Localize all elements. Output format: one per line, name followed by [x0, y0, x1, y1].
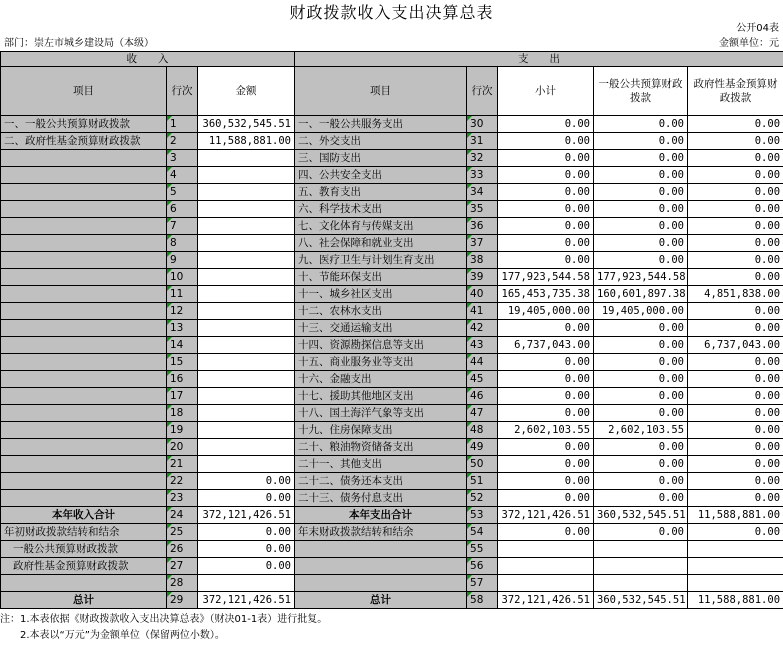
table-row: [1, 575, 783, 592]
table-row: [1, 524, 783, 541]
expense-subtotal: 0.00: [498, 116, 594, 133]
income-amount: 0.00: [198, 541, 295, 558]
income-line: 19: [167, 422, 198, 439]
expense-subtotal: 19,405,000.00: [498, 303, 594, 320]
expense-item: 二十三、债务付息支出: [295, 490, 467, 507]
expense-item: 十八、国土海洋气象等支出: [295, 405, 467, 422]
expense-gov-fund: 0.00: [688, 371, 783, 388]
expense-gov-fund: 0.00: [688, 184, 783, 201]
header-income-amount: 金额: [198, 67, 295, 116]
income-item: [1, 439, 167, 456]
expense-item: 十一、城乡社区支出: [295, 286, 467, 303]
income-amount: [198, 201, 295, 218]
income-amount: 0.00: [198, 490, 295, 507]
income-amount: [198, 388, 295, 405]
table-row: [1, 303, 783, 320]
expense-subtotal: [498, 541, 594, 558]
header-expense-item: 项目: [295, 67, 467, 116]
expense-line: 51: [467, 473, 498, 490]
expense-line: 50: [467, 456, 498, 473]
expense-subtotal: 0.00: [498, 490, 594, 507]
expense-gov-fund: [688, 575, 783, 592]
income-line: 24: [167, 507, 198, 524]
expense-subtotal: 0.00: [498, 201, 594, 218]
income-amount: [198, 303, 295, 320]
income-line: 26: [167, 541, 198, 558]
expense-subtotal: 372,121,426.51: [498, 507, 594, 524]
header-general-budget: 一般公共预算财政拨款: [594, 67, 688, 116]
income-item: [1, 388, 167, 405]
expense-subtotal: 0.00: [498, 235, 594, 252]
expense-general-budget: 360,532,545.51: [594, 592, 688, 609]
income-line: 3: [167, 150, 198, 167]
income-amount: [198, 422, 295, 439]
expense-subtotal: 0.00: [498, 354, 594, 371]
income-line: 10: [167, 269, 198, 286]
income-line: 20: [167, 439, 198, 456]
income-line: 12: [167, 303, 198, 320]
income-line: 2: [167, 133, 198, 150]
expense-general-budget: [594, 575, 688, 592]
income-line: 17: [167, 388, 198, 405]
income-amount: [198, 456, 295, 473]
income-line: 21: [167, 456, 198, 473]
income-item: [1, 167, 167, 184]
table-row: [1, 286, 783, 303]
expense-line: 37: [467, 235, 498, 252]
income-line: 8: [167, 235, 198, 252]
table-row: [1, 541, 783, 558]
expense-general-budget: 177,923,544.58: [594, 269, 688, 286]
expense-general-budget: 160,601,897.38: [594, 286, 688, 303]
income-item: [1, 303, 167, 320]
income-item: 总计: [1, 592, 167, 609]
footnote-1: 注：1.本表依据《财政拨款收入支出决算总表》（财决01-1表）进行批复。: [0, 614, 328, 625]
income-item: [1, 575, 167, 592]
income-line: 9: [167, 252, 198, 269]
income-amount: [198, 575, 295, 592]
table-row: [1, 184, 783, 201]
expense-gov-fund: 0.00: [688, 490, 783, 507]
expense-item: [295, 558, 467, 575]
income-item: 本年收入合计: [1, 507, 167, 524]
header-income-line: 行次: [167, 67, 198, 116]
expense-gov-fund: 0.00: [688, 439, 783, 456]
income-amount: [198, 286, 295, 303]
expense-line: 38: [467, 252, 498, 269]
table-row: [1, 320, 783, 337]
expense-subtotal: 0.00: [498, 524, 594, 541]
expense-general-budget: 360,532,545.51: [594, 507, 688, 524]
expense-subtotal: 0.00: [498, 439, 594, 456]
expense-line: 34: [467, 184, 498, 201]
table-row: [1, 456, 783, 473]
income-amount: 11,588,881.00: [198, 133, 295, 150]
income-amount: 0.00: [198, 524, 295, 541]
expense-line: 42: [467, 320, 498, 337]
header-expense-line: 行次: [467, 67, 498, 116]
expense-line: 47: [467, 405, 498, 422]
expense-line: 44: [467, 354, 498, 371]
expense-gov-fund: [688, 558, 783, 575]
income-section-header: 收 入: [1, 52, 295, 67]
report-title: 财政拨款收入支出决算总表: [289, 3, 494, 22]
expense-subtotal: 2,602,103.55: [498, 422, 594, 439]
table-row: [1, 133, 783, 150]
expense-item: 二十、粮油物资储备支出: [295, 439, 467, 456]
table-row: [1, 371, 783, 388]
footnotes: [0, 612, 783, 644]
income-line: 15: [167, 354, 198, 371]
income-line: 14: [167, 337, 198, 354]
expense-subtotal: 0.00: [498, 150, 594, 167]
income-item: 政府性基金预算财政拨款: [1, 558, 167, 575]
income-item: [1, 422, 167, 439]
expense-general-budget: 0.00: [594, 337, 688, 354]
expense-line: 48: [467, 422, 498, 439]
income-item: [1, 337, 167, 354]
income-item: [1, 184, 167, 201]
income-amount: 0.00: [198, 558, 295, 575]
expense-subtotal: 0.00: [498, 405, 594, 422]
expense-general-budget: 0.00: [594, 218, 688, 235]
expense-line: 31: [467, 133, 498, 150]
expense-line: 57: [467, 575, 498, 592]
table-row: [1, 422, 783, 439]
income-item: 二、政府性基金预算财政拨款: [1, 133, 167, 150]
expense-line: 43: [467, 337, 498, 354]
table-row: [1, 269, 783, 286]
income-line: 1: [167, 116, 198, 133]
expense-gov-fund: 0.00: [688, 252, 783, 269]
income-line: 22: [167, 473, 198, 490]
table-row: [1, 405, 783, 422]
income-item: [1, 269, 167, 286]
expense-gov-fund: 0.00: [688, 473, 783, 490]
expense-line: 53: [467, 507, 498, 524]
expense-line: 56: [467, 558, 498, 575]
income-item: [1, 456, 167, 473]
table-row: [1, 201, 783, 218]
expense-subtotal: 0.00: [498, 456, 594, 473]
expense-line: 41: [467, 303, 498, 320]
footnote-2: 2.本表以“万元”为金额单位（保留两位小数）。: [0, 630, 225, 641]
income-item: [1, 218, 167, 235]
expense-item: 九、医疗卫生与计划生育支出: [295, 252, 467, 269]
expense-section-header: 支 出: [295, 52, 783, 67]
expense-subtotal: 177,923,544.58: [498, 269, 594, 286]
income-line: 18: [167, 405, 198, 422]
expense-item: 五、教育支出: [295, 184, 467, 201]
header-gov-fund: 政府性基金预算财政拨款: [688, 67, 783, 116]
expense-item: 二十一、其他支出: [295, 456, 467, 473]
income-line: 16: [167, 371, 198, 388]
table-row: [1, 388, 783, 405]
expense-line: 32: [467, 150, 498, 167]
income-amount: [198, 235, 295, 252]
expense-item: [295, 575, 467, 592]
expense-gov-fund: 6,737,043.00: [688, 337, 783, 354]
income-amount: [198, 150, 295, 167]
expense-item: 二十二、债务还本支出: [295, 473, 467, 490]
expense-line: 33: [467, 167, 498, 184]
expense-line: 55: [467, 541, 498, 558]
expense-item: 本年支出合计: [295, 507, 467, 524]
expense-gov-fund: 0.00: [688, 354, 783, 371]
income-amount: [198, 405, 295, 422]
income-item: [1, 150, 167, 167]
table-row: [1, 235, 783, 252]
expense-line: 39: [467, 269, 498, 286]
income-amount: [198, 252, 295, 269]
department-label: 部门：崇左市城乡建设局（本级）: [4, 38, 154, 49]
income-line: 25: [167, 524, 198, 541]
table-row: [1, 558, 783, 575]
income-item: [1, 235, 167, 252]
income-line: 13: [167, 320, 198, 337]
income-line: 4: [167, 167, 198, 184]
expense-gov-fund: 0.00: [688, 201, 783, 218]
expense-line: 46: [467, 388, 498, 405]
table-row: [1, 167, 783, 184]
table-row: [1, 116, 783, 133]
expense-gov-fund: 0.00: [688, 422, 783, 439]
expense-subtotal: 0.00: [498, 473, 594, 490]
expense-general-budget: 0.00: [594, 184, 688, 201]
income-amount: [198, 269, 295, 286]
expense-subtotal: 0.00: [498, 252, 594, 269]
expense-gov-fund: 0.00: [688, 524, 783, 541]
grand-total-row: [1, 592, 783, 609]
income-item: [1, 490, 167, 507]
income-item: [1, 320, 167, 337]
expense-item: 七、文化体育与传媒支出: [295, 218, 467, 235]
expense-gov-fund: [688, 541, 783, 558]
expense-general-budget: 0.00: [594, 150, 688, 167]
income-line: 29: [167, 592, 198, 609]
expense-general-budget: 0.00: [594, 371, 688, 388]
expense-line: 54: [467, 524, 498, 541]
expense-item: 四、公共安全支出: [295, 167, 467, 184]
income-amount: [198, 218, 295, 235]
expense-general-budget: 0.00: [594, 133, 688, 150]
expense-item: 一、一般公共服务支出: [295, 116, 467, 133]
expense-item: 三、国防支出: [295, 150, 467, 167]
income-line: 11: [167, 286, 198, 303]
income-item: [1, 252, 167, 269]
expense-gov-fund: 11,588,881.00: [688, 592, 783, 609]
table-row: [1, 490, 783, 507]
expense-general-budget: 0.00: [594, 524, 688, 541]
expense-subtotal: 372,121,426.51: [498, 592, 594, 609]
expense-general-budget: 0.00: [594, 439, 688, 456]
income-amount: [198, 354, 295, 371]
expense-general-budget: 0.00: [594, 167, 688, 184]
expense-line: 40: [467, 286, 498, 303]
income-amount: [198, 371, 295, 388]
income-line: 6: [167, 201, 198, 218]
expense-general-budget: 0.00: [594, 354, 688, 371]
income-item: [1, 405, 167, 422]
expense-subtotal: 0.00: [498, 371, 594, 388]
expense-subtotal: 0.00: [498, 184, 594, 201]
income-line: 28: [167, 575, 198, 592]
expense-line: 30: [467, 116, 498, 133]
expense-general-budget: 0.00: [594, 201, 688, 218]
expense-gov-fund: 0.00: [688, 133, 783, 150]
expense-line: 58: [467, 592, 498, 609]
income-item: [1, 201, 167, 218]
expense-general-budget: [594, 558, 688, 575]
expense-general-budget: 0.00: [594, 388, 688, 405]
expense-gov-fund: 0.00: [688, 150, 783, 167]
income-line: 27: [167, 558, 198, 575]
expense-gov-fund: 0.00: [688, 320, 783, 337]
expense-line: 52: [467, 490, 498, 507]
income-line: 23: [167, 490, 198, 507]
income-amount: 360,532,545.51: [198, 116, 295, 133]
expense-gov-fund: 4,851,838.00: [688, 286, 783, 303]
income-amount: [198, 320, 295, 337]
expense-general-budget: 0.00: [594, 252, 688, 269]
expense-subtotal: [498, 558, 594, 575]
expense-general-budget: 2,602,103.55: [594, 422, 688, 439]
expense-gov-fund: 0.00: [688, 116, 783, 133]
expense-item: 十九、住房保障支出: [295, 422, 467, 439]
expense-item: 八、社会保障和就业支出: [295, 235, 467, 252]
expense-item: [295, 541, 467, 558]
expense-item: 二、外交支出: [295, 133, 467, 150]
expense-subtotal: 165,453,735.38: [498, 286, 594, 303]
header-income-item: 项目: [1, 67, 167, 116]
expense-general-budget: [594, 541, 688, 558]
expense-gov-fund: 0.00: [688, 405, 783, 422]
expense-subtotal: 6,737,043.00: [498, 337, 594, 354]
expense-subtotal: 0.00: [498, 218, 594, 235]
income-amount: 372,121,426.51: [198, 592, 295, 609]
expense-subtotal: 0.00: [498, 388, 594, 405]
table-row: [1, 150, 783, 167]
expense-gov-fund: 0.00: [688, 456, 783, 473]
income-amount: [198, 439, 295, 456]
expense-item: 十二、农林水支出: [295, 303, 467, 320]
expense-line: 35: [467, 201, 498, 218]
expense-gov-fund: 0.00: [688, 303, 783, 320]
expense-item: 十六、金融支出: [295, 371, 467, 388]
expense-general-budget: 0.00: [594, 490, 688, 507]
expense-item: 年末财政拨款结转和结余: [295, 524, 467, 541]
expense-item: 十、节能环保支出: [295, 269, 467, 286]
expense-general-budget: 0.00: [594, 456, 688, 473]
expense-gov-fund: 11,588,881.00: [688, 507, 783, 524]
income-amount: 0.00: [198, 473, 295, 490]
income-line: 5: [167, 184, 198, 201]
expense-item: 十三、交通运输支出: [295, 320, 467, 337]
income-item: [1, 354, 167, 371]
expense-subtotal: 0.00: [498, 320, 594, 337]
expense-subtotal: 0.00: [498, 133, 594, 150]
income-item: 一般公共预算财政拨款: [1, 541, 167, 558]
expense-general-budget: 0.00: [594, 320, 688, 337]
expense-subtotal: 0.00: [498, 167, 594, 184]
expense-gov-fund: 0.00: [688, 235, 783, 252]
income-item: [1, 286, 167, 303]
expense-item: 十五、商业服务业等支出: [295, 354, 467, 371]
expense-gov-fund: 0.00: [688, 167, 783, 184]
income-amount: [198, 337, 295, 354]
expense-general-budget: 0.00: [594, 235, 688, 252]
expense-gov-fund: 0.00: [688, 269, 783, 286]
table-row: [1, 473, 783, 490]
income-item: [1, 371, 167, 388]
expense-gov-fund: 0.00: [688, 388, 783, 405]
expense-general-budget: 19,405,000.00: [594, 303, 688, 320]
expense-item: 十七、援助其他地区支出: [295, 388, 467, 405]
expense-line: 36: [467, 218, 498, 235]
table-row: [1, 337, 783, 354]
expense-item: 总计: [295, 592, 467, 609]
expense-item: 六、科学技术支出: [295, 201, 467, 218]
income-amount: [198, 184, 295, 201]
expense-general-budget: 0.00: [594, 405, 688, 422]
table-row: [1, 218, 783, 235]
table-row: [1, 252, 783, 269]
income-item: [1, 473, 167, 490]
income-amount: [198, 167, 295, 184]
income-item: 年初财政拨款结转和结余: [1, 524, 167, 541]
form-code: 公开04表: [736, 23, 779, 34]
annual-total-row: [1, 507, 783, 524]
header-subtotal: 小计: [498, 67, 594, 116]
budget-table: [0, 51, 783, 609]
expense-line: 49: [467, 439, 498, 456]
expense-subtotal: [498, 575, 594, 592]
income-item: 一、一般公共预算财政拨款: [1, 116, 167, 133]
expense-general-budget: 0.00: [594, 116, 688, 133]
income-amount: 372,121,426.51: [198, 507, 295, 524]
expense-line: 45: [467, 371, 498, 388]
expense-gov-fund: 0.00: [688, 218, 783, 235]
table-row: [1, 354, 783, 371]
income-line: 7: [167, 218, 198, 235]
unit-label: 金额单位：元: [719, 38, 779, 49]
expense-item: 十四、资源勘探信息等支出: [295, 337, 467, 354]
expense-general-budget: 0.00: [594, 473, 688, 490]
table-row: [1, 439, 783, 456]
